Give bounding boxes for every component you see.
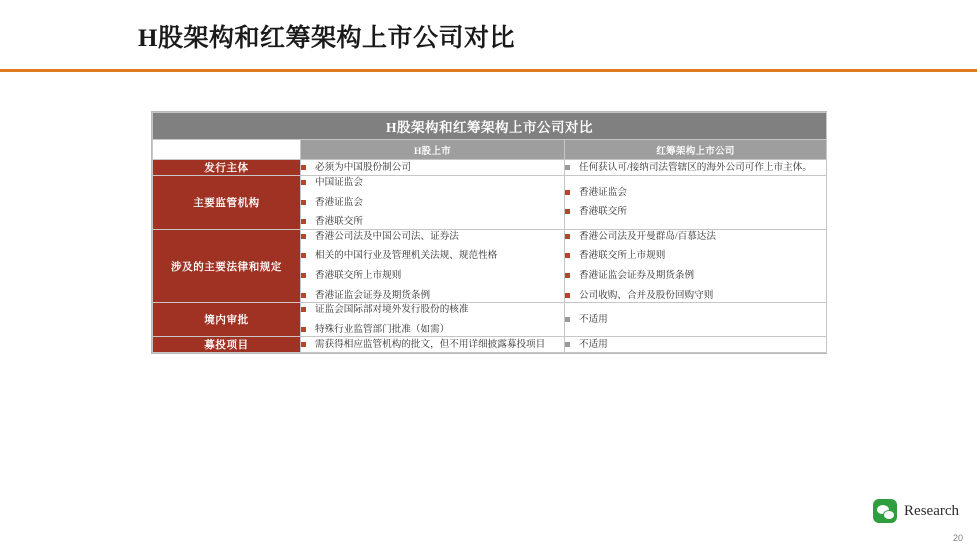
- page-title: H股架构和红筹架构上市公司对比: [138, 25, 515, 52]
- list-item: [565, 186, 826, 200]
- list-item-text: 香港证监会证券及期货条例: [315, 289, 431, 301]
- list-item-text: 必须为中国股份制公司: [315, 161, 411, 173]
- list-item: [565, 338, 826, 352]
- header-red-chip: 红筹架构上市公司: [565, 140, 827, 160]
- cell-red-chip: [565, 176, 827, 230]
- list-item: [565, 289, 826, 303]
- list-item-text: 不适用: [579, 339, 608, 351]
- list-item: [301, 323, 564, 337]
- list-item: [301, 161, 564, 175]
- bullet-square-icon: [565, 209, 570, 214]
- table-row: [153, 303, 827, 337]
- table-row: [153, 160, 827, 176]
- page-number: 20: [952, 533, 963, 543]
- bullet-square-icon: [301, 293, 306, 298]
- bullet-square-icon: [301, 180, 306, 185]
- cell-h-shares: [301, 303, 565, 337]
- bullet-square-icon: [301, 327, 306, 332]
- cell-red-chip: [565, 303, 827, 337]
- cell-h-shares: [301, 176, 565, 230]
- title-divider: [0, 69, 977, 72]
- cell-red-chip: [565, 337, 827, 353]
- table-caption: H股架构和红筹架构上市公司对比: [153, 113, 827, 140]
- list-item: [301, 338, 564, 352]
- footer-brand: [873, 499, 959, 523]
- table-row: [153, 337, 827, 353]
- list-item-text: 不适用: [579, 314, 608, 326]
- header-h-shares: H股上市: [301, 140, 565, 160]
- wechat-icon: [873, 499, 897, 523]
- cell-h-shares: [301, 337, 565, 353]
- list-item-text: 相关的中国行业及管理机关法规、规范性格: [315, 250, 498, 262]
- list-item-text: 特殊行业监管部门批准（如需）: [315, 323, 450, 335]
- list-item-text: 公司收购、合并及股份回购守则: [579, 289, 714, 301]
- cell-h-shares: [301, 229, 565, 302]
- list-item: [565, 249, 826, 263]
- list-item-text: 香港证监会: [315, 196, 363, 208]
- bullet-square-icon: [565, 234, 570, 239]
- header-blank: [153, 140, 301, 160]
- bullet-square-icon: [301, 253, 306, 258]
- list-item: [301, 249, 564, 263]
- list-item: [301, 215, 564, 229]
- row-label: 涉及的主要法律和规定: [153, 229, 301, 302]
- list-item: [565, 230, 826, 244]
- list-item-text: 中国证监会: [315, 177, 363, 188]
- list-item: [301, 230, 564, 244]
- list-item: [301, 196, 564, 210]
- list-item-text: 需获得相应监管机构的批文，但不用详细披露募投项目: [315, 339, 546, 351]
- list-item: [301, 269, 564, 283]
- footer-brand-label: Research: [904, 502, 959, 519]
- list-item: [565, 161, 826, 175]
- list-item-text: 香港公司法及中国公司法、证券法: [315, 230, 459, 242]
- list-item-text: 香港联交所上市规则: [315, 270, 402, 282]
- list-item-text: 香港公司法及开曼群岛/百慕达法: [579, 230, 716, 242]
- bullet-square-icon: [565, 190, 570, 195]
- list-item: [301, 176, 564, 190]
- cell-red-chip: [565, 160, 827, 176]
- list-item-text: 香港证监会证券及期货条例: [579, 270, 695, 282]
- table-row: [153, 229, 827, 302]
- list-item: [565, 313, 826, 327]
- bullet-square-icon: [301, 307, 306, 312]
- table-header-row: [153, 140, 827, 160]
- cell-h-shares: [301, 160, 565, 176]
- row-label: 境内审批: [153, 303, 301, 337]
- table-row: [153, 176, 827, 230]
- bullet-square-icon: [301, 219, 306, 224]
- bullet-square-icon: [301, 165, 306, 170]
- bullet-square-icon: [565, 165, 570, 170]
- list-item-text: 香港联交所: [315, 216, 363, 228]
- comparison-table: [151, 111, 827, 354]
- bullet-square-icon: [301, 200, 306, 205]
- list-item-text: 证监会国际部对境外发行股份的核准: [315, 304, 469, 316]
- cell-red-chip: [565, 229, 827, 302]
- list-item: [301, 289, 564, 303]
- list-item-text: 香港联交所上市规则: [579, 250, 666, 262]
- list-item-text: 任何获认可/接纳司法管辖区的海外公司可作上市主体。: [579, 161, 812, 173]
- list-item: [565, 205, 826, 219]
- row-label: 募投项目: [153, 337, 301, 353]
- bullet-square-icon: [565, 293, 570, 298]
- list-item-text: 香港证监会: [579, 186, 627, 198]
- bullet-square-icon: [301, 273, 306, 278]
- bullet-square-icon: [565, 317, 570, 322]
- bullet-square-icon: [565, 273, 570, 278]
- bullet-square-icon: [301, 342, 306, 347]
- list-item: [301, 303, 564, 317]
- list-item: [565, 269, 826, 283]
- table-caption-row: [153, 113, 827, 140]
- bullet-square-icon: [301, 234, 306, 239]
- bullet-square-icon: [565, 342, 570, 347]
- row-label: 发行主体: [153, 160, 301, 176]
- list-item-text: 香港联交所: [579, 206, 627, 218]
- row-label: 主要监管机构: [153, 176, 301, 230]
- bullet-square-icon: [565, 253, 570, 258]
